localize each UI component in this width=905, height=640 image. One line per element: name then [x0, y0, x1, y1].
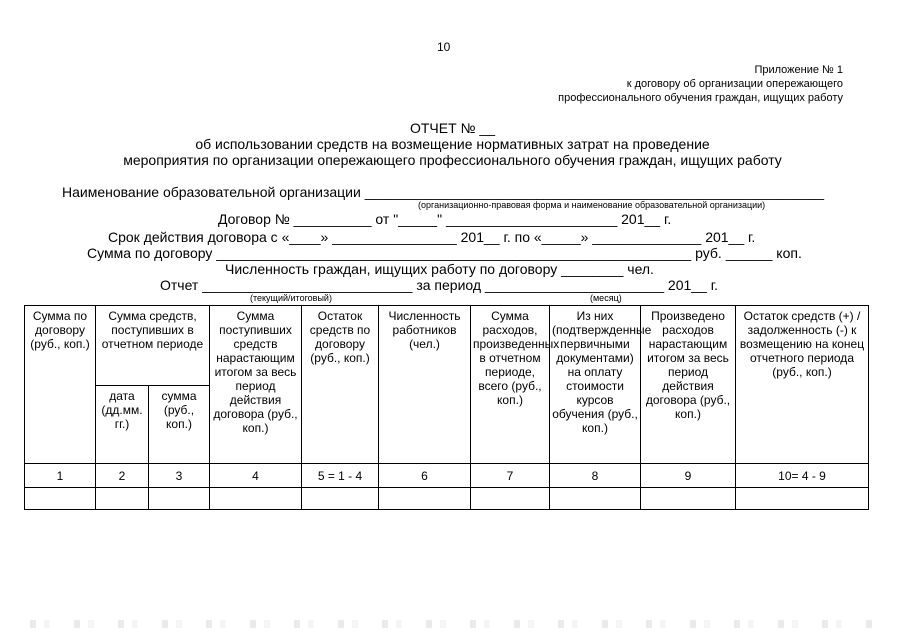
table-cell[interactable] [25, 488, 96, 510]
appendix-line-2: к договору об организации опережающего [626, 78, 843, 90]
header-date: дата (дд.мм. гг.) [96, 386, 149, 464]
header-final-balance: Остаток средств (+) / задолженность (-) к возмещению на конец отчетного периода (руб., коп.) [736, 306, 869, 464]
table-cell[interactable] [149, 488, 210, 510]
column-number: 5 = 1 - 4 [302, 464, 379, 488]
org-name-field: Наименование образовательной организации ___________________________________________________________ [62, 184, 825, 200]
report-subtitle-1: об использовании средств на возмещение нормативных затрат на проведение [195, 136, 710, 152]
header-cumulative-expenses: Произведено расходов нарастающим итогом за весь период действия договора (руб., коп.) [641, 306, 736, 464]
report-subtitle-2: мероприятия по организации опережающего профессионального обучения граждан, ищущих работу [123, 152, 782, 168]
org-name-hint: (организационно-правовая форма и наименование образовательной организации) [418, 200, 766, 210]
appendix-line-3: профессионального обучения граждан, ищущих работу [558, 92, 843, 104]
header-balance: Остаток средств по договору (руб., коп.) [302, 306, 379, 464]
column-numbers-row [25, 464, 869, 488]
column-number: 3 [149, 464, 210, 488]
appendix-line-1: Приложение № 1 [754, 64, 843, 76]
table-cell[interactable] [550, 488, 641, 510]
column-number: 10= 4 - 9 [736, 464, 869, 488]
report-table [24, 305, 869, 510]
column-number: 1 [25, 464, 96, 488]
scan-artifact [30, 620, 875, 628]
contract-sum-field: Сумма по договору _____________________________________________________________ руб. ______ коп. [87, 245, 802, 261]
data-row [25, 488, 869, 510]
table-cell[interactable] [379, 488, 471, 510]
column-number: 7 [471, 464, 550, 488]
header-employees: Численность работников (чел.) [379, 306, 471, 464]
header-received-funds: Сумма средств, поступивших в отчетном периоде [96, 306, 210, 386]
report-title: ОТЧЕТ № __ [409, 120, 496, 136]
report-period-field: Отчет ___________________________ за период _______________________ 201__ г. [160, 277, 719, 293]
page-number: 10 [437, 40, 451, 54]
table-cell[interactable] [641, 488, 736, 510]
header-contract-sum: Сумма по договору (руб., коп.) [25, 306, 96, 464]
header-course-costs: Из них (подтвержденные первичными документами) на оплату стоимости курсов обучения (руб., коп.) [550, 306, 641, 464]
table-cell[interactable] [210, 488, 302, 510]
header-row-1 [25, 306, 869, 386]
table-cell[interactable] [96, 488, 149, 510]
report-type-hint: (текущий/итоговый) [250, 293, 332, 303]
header-expenses-period: Сумма расходов, произведенных в отчетном периоде, всего (руб., коп.) [471, 306, 550, 464]
header-amount: сумма (руб., коп.) [149, 386, 210, 464]
citizens-count-field: Численность граждан, ищущих работу по договору ________ чел. [225, 261, 654, 277]
column-number: 2 [96, 464, 149, 488]
column-number: 9 [641, 464, 736, 488]
table-cell[interactable] [302, 488, 379, 510]
column-number: 4 [210, 464, 302, 488]
header-cumulative-received: Сумма поступивших средств нарастающим итогом за весь период действия договора (руб., коп.) [210, 306, 302, 464]
contract-term-field: Срок действия договора с «____» ________________ 201__ г. по «_____» ______________ 201__ г. [108, 229, 756, 245]
column-number: 8 [550, 464, 641, 488]
contract-field: Договор № __________ от "_____" ______________________ 201__ г. [218, 211, 672, 227]
month-hint: (месяц) [590, 293, 622, 303]
table-cell[interactable] [736, 488, 869, 510]
table-cell[interactable] [471, 488, 550, 510]
column-number: 6 [379, 464, 471, 488]
